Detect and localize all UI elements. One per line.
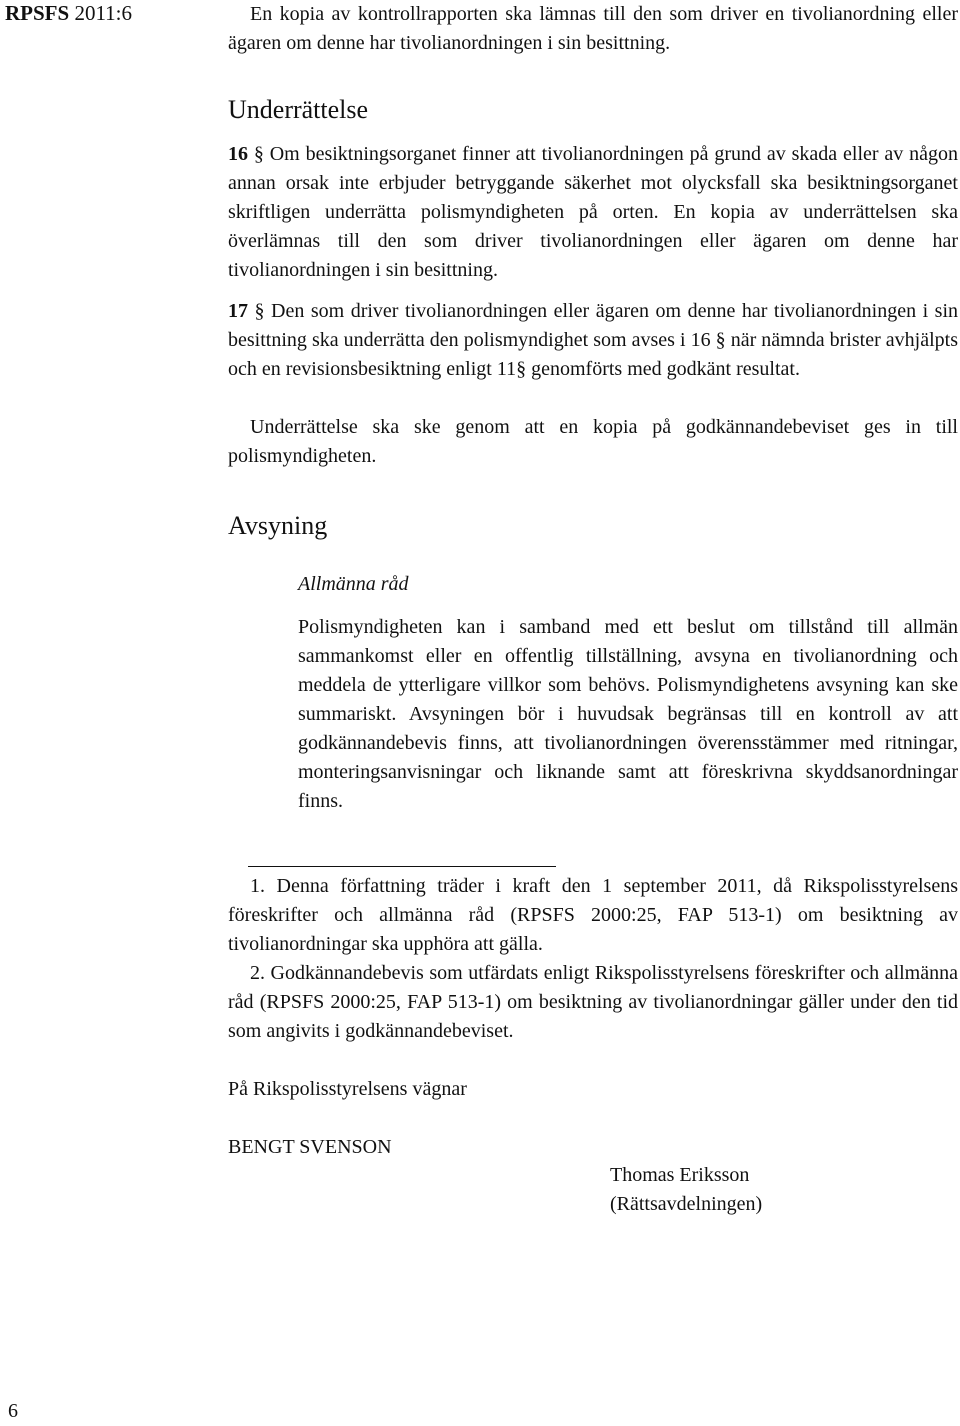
- heading-avsyning: Avsyning: [228, 511, 328, 540]
- advice-paragraph: Polismyndigheten kan i samband med ett beslut om tillstånd till allmän sammankomst eller en offentlig tillställning, avsyna en tivolianordning och meddela de ytterligare villkor som behövs. Polismyndighetens avsyning kan ske summariskt. Avsyningen bör i huvudsak begränsas till en kontroll av att godkännandebevis finns, att tivolianordningen överensstämmer med ritningar, monteringsanvisningar och liknande samt att föreskrivna skyddsanordningar finns.: [298, 616, 958, 812]
- signer-2-department: (Rättsavdelningen): [610, 1193, 763, 1215]
- document-code-series: RPSFS: [5, 1, 70, 25]
- document-code: [5, 0, 132, 28]
- paragraph-16-text: Om besiktningsorganet finner att tivolianordningen på grund av skada eller av någon annan orsak inte erbjuder betryggande säkerhet mot olycksfall ska besiktningsorganet skriftligen underrätta polismyndigheten på orten. En kopia av underrättelsen ska överlämnas till den som driver tivolianordningen eller ägaren om denne har tivolianordningen i sin besittning.: [228, 143, 958, 281]
- paragraph-17: [228, 297, 958, 384]
- section-sign: §: [715, 329, 726, 351]
- transitional-item-2: 2. Godkännandebevis som utfärdats enligt Rikspolisstyrelsens föreskrifter och allmänna råd (RPSFS 2000:25, FAP 513-1) om besiktning av tivolianordningar gäller under den tid som angivits i godkännandebeviset.: [228, 962, 958, 1042]
- paragraph-17-number: 17: [228, 300, 248, 322]
- on-behalf-line: På Rikspolisstyrelsens vägnar: [228, 1078, 467, 1100]
- footnote-divider: [248, 866, 556, 867]
- paragraph-16-number: 16: [228, 143, 248, 165]
- section-sign: §: [254, 300, 265, 322]
- intro-paragraph: En kopia av kontrollrapporten ska lämnas till den som driver en tivolianordning eller ägaren om denne har tivolianordningen i sin besittning.: [228, 3, 958, 54]
- advice-heading: Allmänna råd: [298, 573, 409, 595]
- paragraph-16: [228, 140, 958, 285]
- paragraph-17-text-b: när nämnda brister avhjälpts och en revisionsbesiktning enligt 11: [228, 329, 959, 380]
- transitional-item-1: 1. Denna författning träder i kraft den 1 september 2011, då Rikspolisstyrelsens föreskrifter och allmänna råd (RPSFS 2000:25, FAP 513-1) om besiktning av tivolianordningar ska upphöra att gälla.: [228, 875, 958, 955]
- document-code-number: 2011:6: [74, 1, 132, 25]
- page-number: 6: [8, 1400, 18, 1422]
- section-sign: §: [516, 358, 527, 380]
- heading-underrattelse: Underrättelse: [228, 95, 369, 124]
- paragraph-17-text-a: Den som driver tivolianordningen eller ägaren om denne har tivolianordningen i sin besittning ska underrätta den polismyndighet som avses i 16: [228, 300, 959, 351]
- signer-1: BENGT SVENSON: [228, 1136, 392, 1158]
- section-sign: §: [253, 143, 264, 165]
- paragraph-17-text-c: genomförts med godkänt resultat.: [526, 358, 800, 380]
- signer-2-name: Thomas Eriksson: [610, 1164, 750, 1186]
- paragraph-17-second: Underrättelse ska ske genom att en kopia på godkännandebeviset ges in till polismyndigheten.: [228, 416, 958, 467]
